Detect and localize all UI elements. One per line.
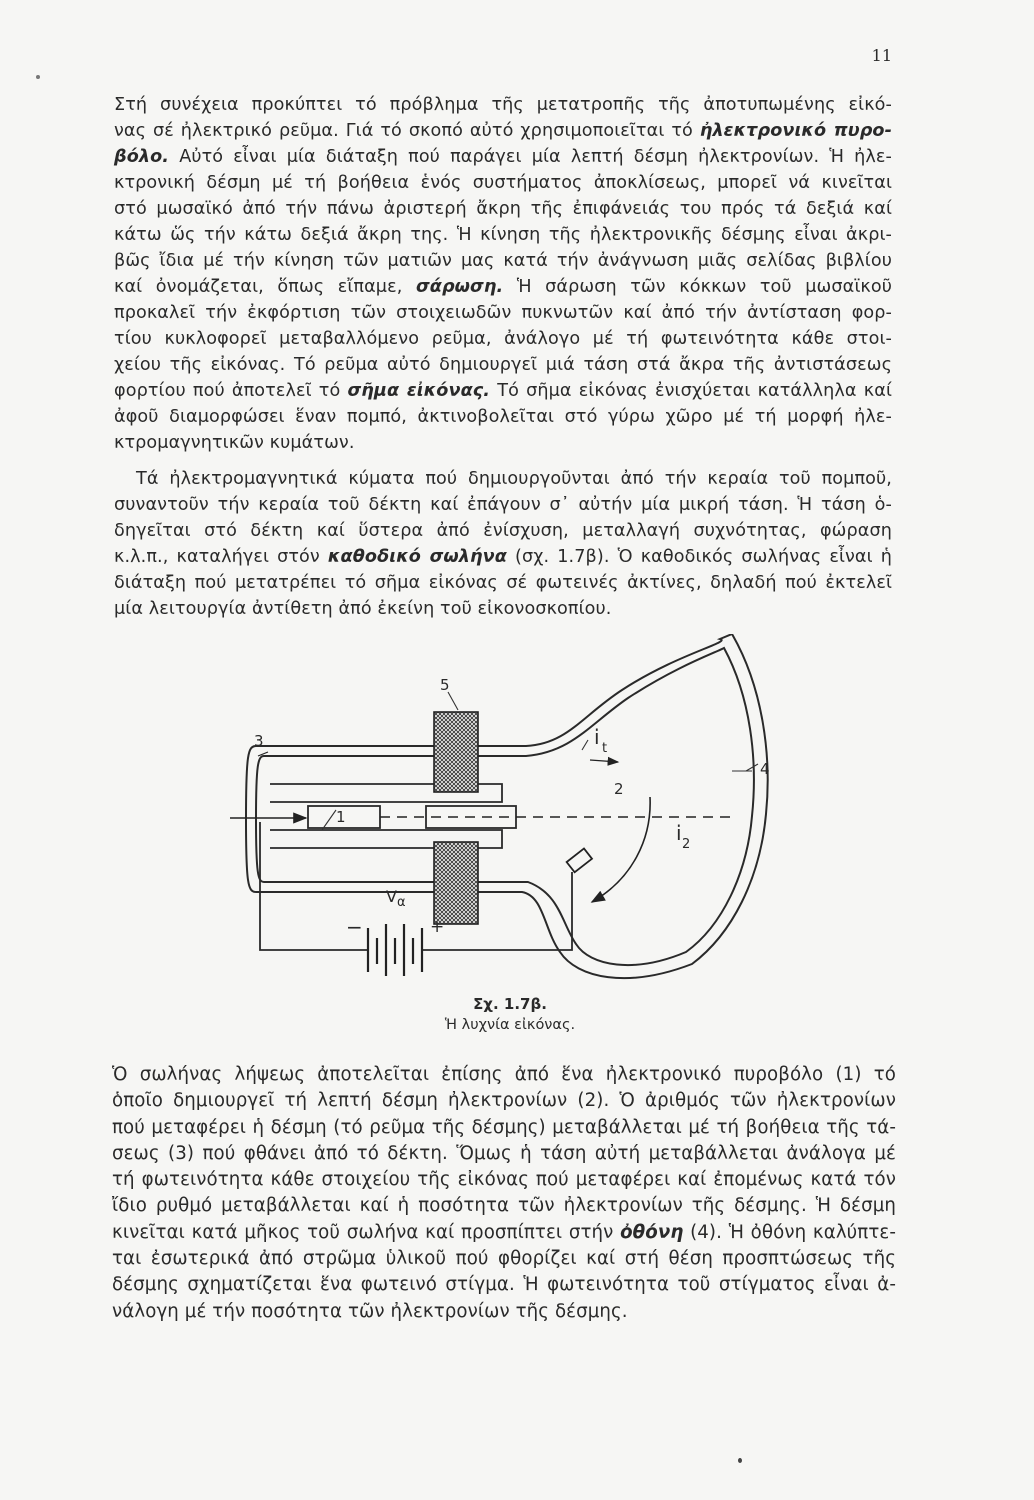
text-line: διάταξη πού μετατρέπει τό σῆμα εἰκόνας σέ φωτεινές ἀκτίνες, δηλαδή πού ἐκτελεῖ (114, 573, 892, 593)
figure-caption-number: Σχ. 1.7β. (473, 995, 547, 1013)
text-line: μία λειτουργία ἀντίθετη ἀπό ἐκείνη τοῦ εἰκονοσκοπίου. (114, 599, 612, 619)
scan-speck (36, 75, 40, 79)
label-minus: − (346, 915, 363, 939)
deflected-beam-arrow (592, 797, 650, 902)
text-line: ται ἐσωτερικά ἀπό στρῶμα ὑλικοῦ πού φθορίζει καί στή θέση προσπτώσεως τῆς (112, 1248, 896, 1270)
label-i2-sub: 2 (682, 837, 691, 852)
text-line: βῶς ἴδια μέ τήν κίνηση τῶν ματιῶν μας κατά τήν ἀνάγνωση μιᾶς σελίδας βιβλίου (114, 251, 892, 271)
text-line: φορτίου πού ἀποτελεῖ τό σῆμα εἰκόνας. Τό σῆμα εἰκόνας ἐνισχύεται κατάλληλα καί (114, 381, 892, 401)
text-line: κτρονική δέσμη μέ τή βοήθεια ἑνός συστήματος ἀποκλίσεως, μπορεῖ νά κινεῖται (114, 173, 892, 193)
battery-va (368, 924, 422, 976)
text-line: πού μεταφέρει ἡ δέσμη (τό ρεῦμα τῆς δέσμης) μεταβάλλεται μέ τή βοήθεια τῆς τά- (112, 1116, 896, 1138)
text-line: σεως (3) πού φθάνει ἀπό τό δέκτη. Ὅμως ἡ τάση αὐτή μεταβάλλεται ἀνάλογα μέ (112, 1142, 896, 1164)
text-line: προκαλεῖ τήν ἐκφόρτιση τῶν στοιχειωδῶν πυκνωτῶν καί ἀπό τήν ἀντίσταση φορ- (114, 303, 892, 323)
label-5: 5 (440, 676, 450, 694)
label-va: V (386, 887, 397, 906)
label-plus: + (430, 917, 445, 937)
current-arrow (590, 760, 618, 762)
picture-tube-diagram (172, 634, 912, 1034)
screen-spot (567, 848, 592, 872)
scan-dot (738, 1458, 742, 1463)
text-line: νας σέ ἠλεκτρικό ρεῦμα. Γιά τό σκοπό αὐτό χρησιμοποιεῖται τό ἠλεκτρονικό πυρο- (114, 121, 892, 141)
text-line: κ.λ.π., καταλήγει στόν καθοδικό σωλήνα (σχ. 1.7β). Ὁ καθοδικός σωλήνας εἶναι ἡ (114, 547, 892, 567)
text-line: Ὁ σωλήνας λήψεως ἀποτελεῖται ἐπίσης ἀπό ἕνα ἠλεκτρονικό πυροβόλο (1) τό (112, 1064, 896, 1085)
text-line: ὁποῖο δημιουργεῖ τή λεπτή δέσμη ἠλεκτρονίων (2). Ὁ ἀριθμός τῶν ἠλεκτρονίων (112, 1090, 896, 1112)
paragraph-1 (114, 92, 892, 456)
label-it: i (594, 725, 600, 749)
text-line: νάλογη μέ τήν ποσότητα τῶν ἠλεκτρονίων τῆς δέσμης. (112, 1300, 628, 1322)
deflection-coil-top (434, 712, 478, 792)
text-line: ἴδιο ρυθμό μεταβάλλεται καί ἡ ποσότητα τῶν ἠλεκτρονίων τῆς δέσμης. Ἡ δέσμη (112, 1195, 896, 1217)
text-line: Στή συνέχεια προκύπτει τό πρόβλημα τῆς μετατροπῆς τῆς ἀποτυπωμένης εἰκό- (114, 95, 892, 115)
figure-caption-title: Ἡ λυχνία εἰκόνας. (444, 1017, 576, 1033)
text-line: στό μωσαϊκό ἀπό τήν πάνω ἀριστερή ἄκρη τῆς ἐπιφάνειάς του πρός τά δεξιά καί (114, 199, 892, 219)
page-number: 11 (871, 46, 892, 65)
text-line: κινεῖται κατά μῆκος τοῦ σωλήνα καί προσπίπτει στήν ὀθόνη (4). Ἡ ὀθόνη καλύπτε- (112, 1221, 896, 1243)
text-line: καί ὀνομάζεται, ὅπως εἴπαμε, σάρωση. Ἡ σάρωση τῶν κόκκων τοῦ μωσαϊκοῦ (114, 277, 892, 297)
text-line: τή φωτεινότητα κάθε στοιχείου τῆς εἰκόνας πού μεταφέρει καί ἐπομένως κατά τόν (112, 1169, 896, 1191)
text-line: ἀφοῦ διαμορφώσει ἕναν πομπό, ἀκτινοβολεῖται στό γύρω χῶρο μέ τή μορφή ἠλε- (114, 407, 892, 427)
label-i2: i (676, 821, 682, 845)
text-line: κτρομαγνητικῶν κυμάτων. (114, 433, 355, 453)
text-line: Τά ἠλεκτρομαγνητικά κύματα πού δημιουργοῦνται ἀπό τήν κεραία τοῦ πομποῦ, (136, 469, 892, 489)
text-line: κάτω ὥς τήν κάτω δεξιά ἄκρη της. Ἡ κίνηση τῆς ἠλεκτρονικῆς δέσμης εἶναι ἀκρι- (114, 225, 892, 245)
label-1: 1 (336, 808, 346, 826)
paragraph-2 (114, 466, 892, 622)
paragraph-3 (112, 1062, 896, 1325)
label-2: 2 (614, 780, 624, 798)
label-3: 3 (254, 732, 264, 750)
label-4: 4 (760, 760, 770, 778)
figure-caption (420, 994, 600, 1036)
gun-neck (270, 784, 502, 848)
text-line: δέσμης σχηματίζεται ἕνα φωτεινό στίγμα. Ἡ φωτεινότητα τοῦ στίγματος εἶναι ἀ- (112, 1274, 896, 1296)
text-line: δηγεῖται στό δέκτη καί ὕστερα ἀπό ἐνίσχυση, μεταλλαγή συχνότητας, φώραση (114, 521, 892, 541)
text-line: συναντοῦν τήν κεραία τοῦ δέκτη καί ἐπάγουν σ᾿ αὐτήν μία μικρή τάση. Ἡ τάση ὁ- (114, 495, 892, 515)
text-line: χείου τῆς εἰκόνας. Τό ρεῦμα αὐτό δημιουργεῖ μιά τάση στά ἄκρα τῆς ἀντιστάσεως (114, 355, 892, 375)
text-line: τίου κυκλοφορεῖ μεταβαλλόμενο ρεῦμα, ἀνάλογο μέ τή φωτεινότητα κάθε στοι- (114, 329, 892, 349)
label-it-sub: t (602, 741, 608, 756)
text-line: βόλο. Αὐτό εἶναι μία διάταξη πού παράγει μία λεπτή δέσμη ἠλεκτρονίων. Ἡ ἠλε- (114, 147, 892, 167)
label-va-sub: α (397, 895, 406, 910)
deflection-coil-bottom (434, 842, 478, 924)
